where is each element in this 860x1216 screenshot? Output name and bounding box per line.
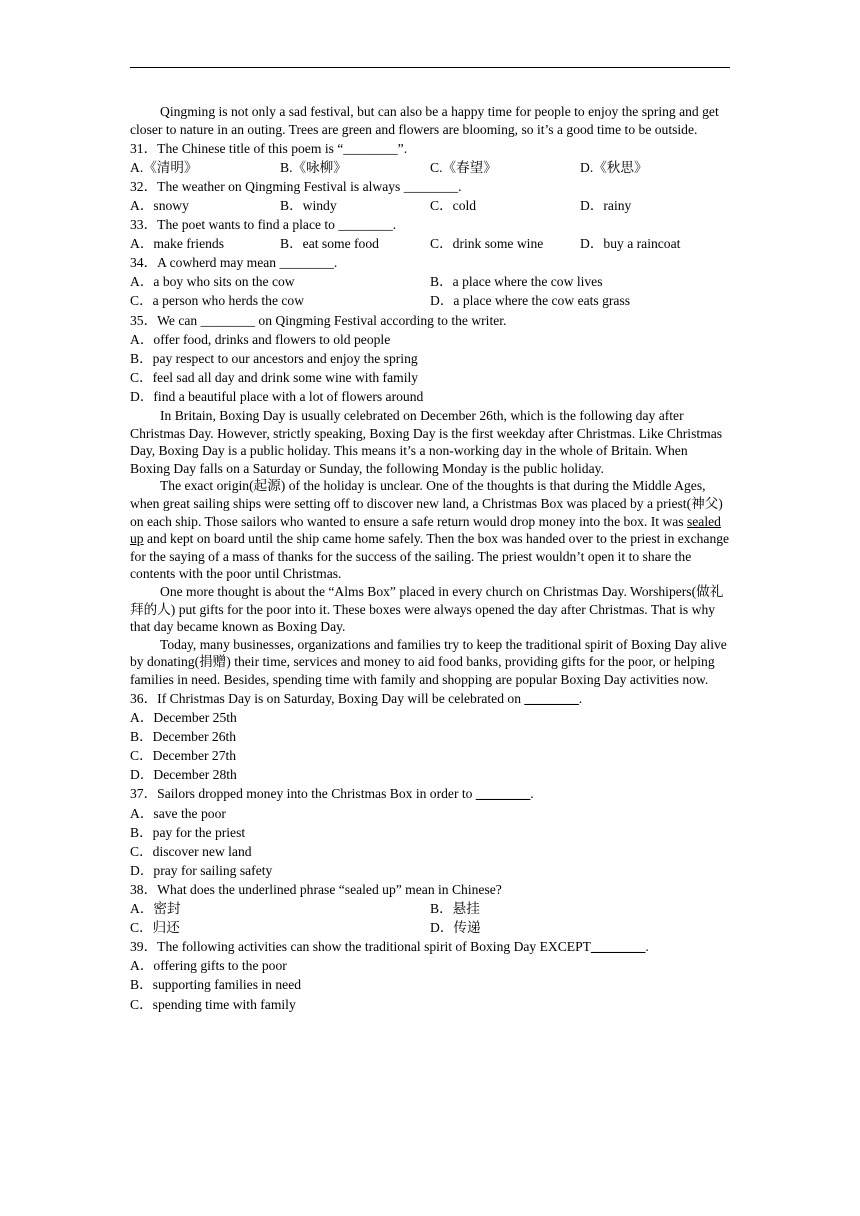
q31-option-c[interactable]: C.《春望》 xyxy=(430,159,497,175)
q38-option-d[interactable]: D．传递 xyxy=(430,920,481,936)
passage-boxing-day-paragraph-4: Today, many businesses, organizations and families try to keep the traditional spirit of Boxing Day alive by donating(捐赠) their time, services and money to aid food banks, providing gifts for the poor, or helping families in need. Besides, spending time with family and shopping are popular Boxing Day activities now. xyxy=(130,636,727,687)
q35-option-b[interactable]: B．pay respect to our ancestors and enjoy the spring xyxy=(130,350,418,366)
q36-option-c[interactable]: C．December 27th xyxy=(130,748,237,764)
q39-stem-end: . xyxy=(645,939,649,955)
worksheet-body xyxy=(130,103,730,1015)
question-31-stem: 31．The Chinese title of this poem is “________”. xyxy=(130,140,408,156)
q37-answer-blank[interactable]: ________ xyxy=(475,786,531,802)
question-31-options xyxy=(130,159,730,177)
q37-option-d[interactable]: D．pray for sailing safety xyxy=(130,862,273,878)
question-34-options-row-1 xyxy=(130,273,730,291)
q34-option-c[interactable]: C．a person who herds the cow xyxy=(130,293,305,309)
underlined-phrase: sealed up xyxy=(130,513,721,547)
passage-boxing-day-paragraph-1: In Britain, Boxing Day is usually celebrated on December 26th, which is the following day after Christmas Day. However, strictly speaking, Boxing Day is the first weekday after Christmas. Like Christmas Day, Boxing Day is a public holiday. This means it’s a non-working day in the whole of Britain. When Boxing Day falls on a Saturday or Sunday, the following Monday is the public holiday. xyxy=(130,408,723,476)
q31-option-a[interactable]: A.《清明》 xyxy=(130,159,198,175)
q32-option-a[interactable]: A．snowy xyxy=(130,197,189,213)
q35-option-a[interactable]: A．offer food, drinks and flowers to old people xyxy=(130,331,391,347)
passage-qingming-paragraph: Qingming is not only a sad festival, but can also be a happy time for people to enjoy the spring and get closer to nature in an outing. Trees are green and flowers are blooming, so it’s a good time to be outside. xyxy=(130,104,719,137)
q34-option-a[interactable]: A．a boy who sits on the cow xyxy=(130,274,295,290)
paragraph-2-text-before: The exact origin(起源) of the holiday is unclear. One of the thoughts is that during the Middle Ages, when great sailing ships were setting off to discover new land, a Christmas Box was placed by a priest(神父) on each ship. Those sailors who wanted to ensure a safe return would drop money into the box. It was xyxy=(130,478,723,529)
question-38-stem: 38．What does the underlined phrase “sealed up” mean in Chinese? xyxy=(130,881,502,897)
q35-option-c[interactable]: C．feel sad all day and drink some wine with family xyxy=(130,369,419,385)
q36-answer-blank[interactable]: ________ xyxy=(524,691,579,706)
q33-option-a[interactable]: A．make friends xyxy=(130,236,224,252)
q37-stem-end: . xyxy=(530,786,534,802)
q36-option-d[interactable]: D．December 28th xyxy=(130,767,237,783)
q33-option-c[interactable]: C．drink some wine xyxy=(430,236,544,252)
q36-stem-text: 36．If Christmas Day is on Saturday, Boxing Day will be celebrated on xyxy=(130,691,525,706)
passage-boxing-day-paragraph-2 xyxy=(130,477,730,583)
q39-option-a[interactable]: A．offering gifts to the poor xyxy=(130,958,287,974)
q37-option-b[interactable]: B．pay for the priest xyxy=(130,824,246,840)
q34-option-d[interactable]: D．a place where the cow eats grass xyxy=(430,293,631,309)
q33-option-b[interactable]: B．eat some food xyxy=(280,236,379,252)
header-rule xyxy=(130,67,730,68)
question-34-stem: 34．A cowherd may mean ________. xyxy=(130,255,338,271)
q38-option-a[interactable]: A．密封 xyxy=(130,901,181,917)
question-39-stem xyxy=(130,938,730,956)
q35-option-d[interactable]: D．find a beautiful place with a lot of flowers around xyxy=(130,388,424,404)
question-34-options-row-2 xyxy=(130,292,730,310)
q39-answer-blank[interactable]: ________ xyxy=(590,939,646,955)
q31-option-b[interactable]: B.《咏柳》 xyxy=(280,159,347,175)
q39-option-c[interactable]: C．spending time with family xyxy=(130,996,296,1012)
passage-boxing-day-paragraph-3: One more thought is about the “Alms Box” placed in every church on Christmas Day. Worshipers(做礼拜的人) put gifts for the poor into it. These boxes were always opened the day after Christmas. That is why that day became known as Boxing Day. xyxy=(130,583,724,635)
q32-option-d[interactable]: D．rainy xyxy=(580,197,632,213)
q37-option-a[interactable]: A．save the poor xyxy=(130,805,226,821)
question-33-stem: 33．The poet wants to find a place to ________. xyxy=(130,217,397,233)
question-38-options-row-2 xyxy=(130,919,730,937)
q36-stem-end: . xyxy=(578,691,583,706)
question-32-stem: 32．The weather on Qingming Festival is always ________. xyxy=(130,178,462,194)
q32-option-b[interactable]: B．windy xyxy=(280,197,337,213)
question-32-options xyxy=(130,197,730,215)
q37-stem-text: 37．Sailors dropped money into the Christmas Box in order to xyxy=(130,786,476,802)
q33-option-d[interactable]: D．buy a raincoat xyxy=(580,236,681,252)
q39-stem-text: 39．The following activities can show the traditional spirit of Boxing Day EXCEPT xyxy=(130,939,591,955)
q34-option-b[interactable]: B．a place where the cow lives xyxy=(430,274,603,290)
q37-option-c[interactable]: C．discover new land xyxy=(130,843,252,859)
question-35-stem: 35．We can ________ on Qingming Festival according to the writer. xyxy=(130,312,507,328)
paragraph-2-text-after: and kept on board until the ship came home safely. Then the box was handed over to the priest in exchange for the saying of a mass of thanks for the success of the sailing. The priest wouldn’t open it to share the contents with the poor until Christmas. xyxy=(130,531,730,582)
q39-option-b[interactable]: B．supporting families in need xyxy=(130,977,302,993)
q36-option-a[interactable]: A．December 25th xyxy=(130,710,237,726)
q38-option-c[interactable]: C．归还 xyxy=(130,920,180,936)
question-37-stem xyxy=(130,785,730,803)
q36-option-b[interactable]: B．December 26th xyxy=(130,729,237,745)
question-38-options-row-1 xyxy=(130,900,730,918)
q31-option-d[interactable]: D.《秋思》 xyxy=(580,159,648,175)
question-33-options xyxy=(130,235,730,253)
q32-option-c[interactable]: C．cold xyxy=(430,197,477,213)
question-36-stem xyxy=(130,690,730,708)
q38-option-b[interactable]: B．悬挂 xyxy=(430,901,480,917)
